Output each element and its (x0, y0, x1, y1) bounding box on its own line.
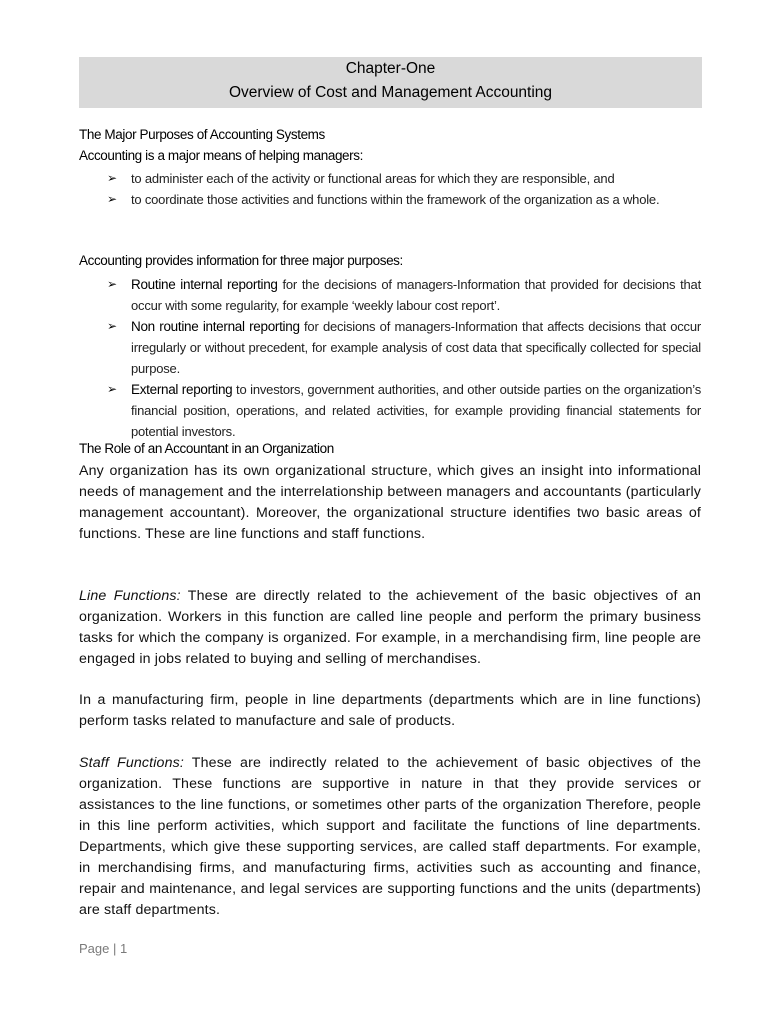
list-item: ➢ External reporting to investors, government authorities, and other outside parties on the organization’s financial position, operations, and related activities, for example providing financial statements for potential investors. (79, 379, 701, 442)
list-item: ➢ Non routine internal reporting for decisions of managers-Information that affects decisions that occur irregularly or without precedent, for example analysis of cost data that specifically collected for special purpose. (79, 316, 701, 379)
arrow-bullet-icon: ➢ (107, 382, 117, 396)
role-heading: The Role of an Accountant in an Organization (79, 441, 334, 456)
purposes-list (79, 274, 701, 442)
arrow-bullet-icon: ➢ (107, 192, 117, 206)
helping-list (79, 168, 701, 210)
purpose-term: Non routine internal reporting (131, 319, 300, 334)
staff-functions-paragraph: Staff Functions: These are indirectly related to the achievement of basic objectives of the organization. These functions are supportive in nature in that they provide services or assistances to the line functions, or sometimes other parts of the organization Therefore, people in this line perform activities, which support and facilitate the functions of line departments. Departments, which give these supporting services, are called staff departments. For example, in merchandising firms, and manufacturing firms, activities such as accounting and finance, repair and maintenance, and legal services are supporting functions and the units (departments) are staff departments. (79, 755, 701, 918)
chapter-title-box (79, 57, 702, 108)
chapter-title: Overview of Cost and Management Accounting (228, 84, 553, 101)
list-item: ➢ to coordinate those activities and functions within the framework of the organization as a whole. (79, 189, 701, 210)
page-number: Page | 1 (79, 941, 128, 956)
list-item: ➢ Routine internal reporting for the decisions of managers-Information that provided for decisions that occur with some regularity, for example ‘weekly labour cost report’. (79, 274, 701, 316)
helping-heading: Accounting is a major means of helping managers: (79, 148, 363, 163)
role-paragraph: Any organization has its own organizational structure, which gives an insight into informational needs of management and the interrelationship between managers and accountants (particularly management accountant). Moreover, the organizational structure identifies two basic areas of functions. These are line functions and staff functions. (79, 463, 701, 542)
arrow-bullet-icon: ➢ (107, 319, 117, 333)
staff-functions-term: Staff Functions: (79, 755, 184, 771)
chapter-number: Chapter-One (345, 60, 436, 77)
purposes-heading: The Major Purposes of Accounting Systems (79, 127, 325, 142)
line-functions-term: Line Functions: (79, 588, 181, 604)
list-item: ➢ to administer each of the activity or functional areas for which they are responsible, and (79, 168, 701, 189)
three-purposes-heading: Accounting provides information for three major purposes: (79, 253, 403, 268)
purpose-term: External reporting (131, 382, 233, 397)
purpose-term: Routine internal reporting (131, 277, 278, 292)
line-functions-paragraph: Line Functions: These are directly related to the achievement of the basic objectives of an organization. Workers in this function are called line people and perform the primary business tasks for which the company is organized. For example, in a merchandising firm, line people are engaged in jobs related to buying and selling of merchandises. (79, 588, 701, 667)
arrow-bullet-icon: ➢ (107, 277, 117, 291)
manufacturing-paragraph: In a manufacturing firm, people in line departments (departments which are in line functions) perform tasks related to manufacture and sale of products. (79, 692, 701, 729)
arrow-bullet-icon: ➢ (107, 171, 117, 185)
